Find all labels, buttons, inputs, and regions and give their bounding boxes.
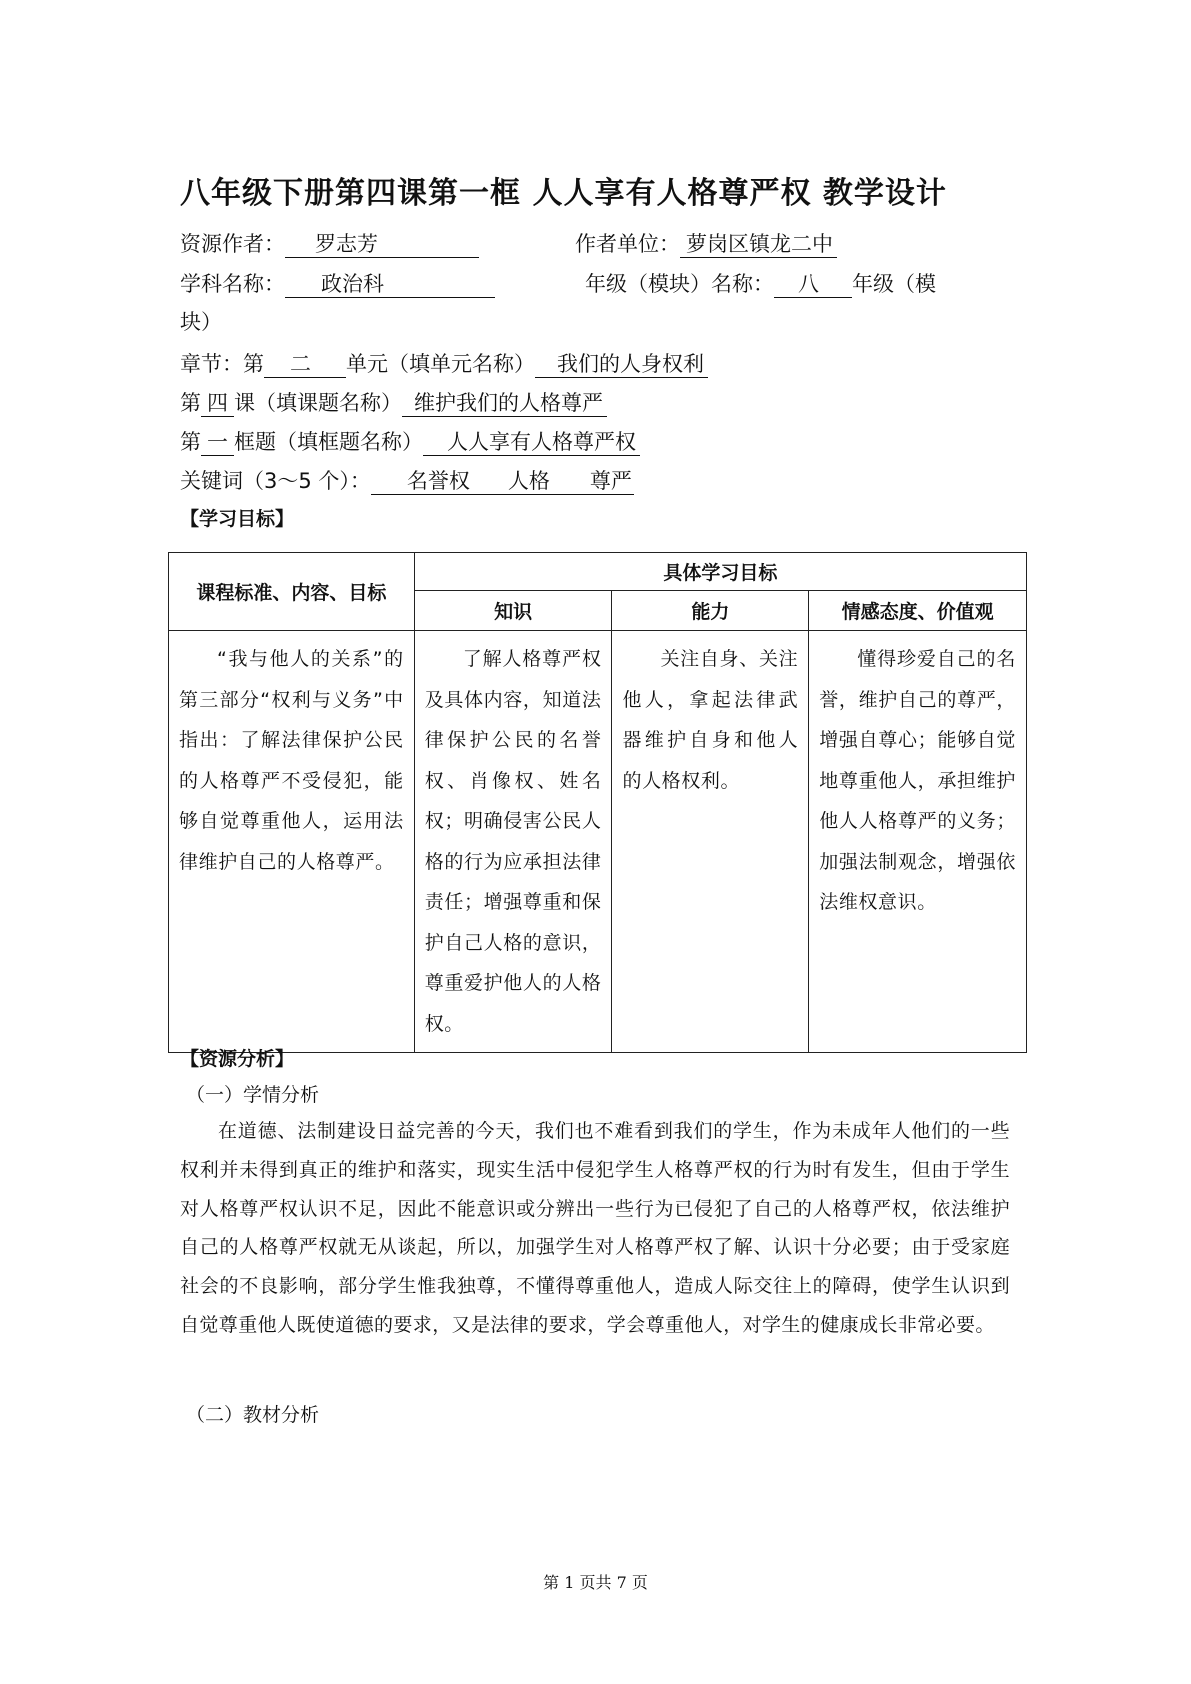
col-header-knowledge: 知识: [414, 591, 612, 631]
keyword-3: 尊严: [589, 469, 632, 493]
author-label: 资源作者：: [180, 232, 285, 256]
subheading-textbook-analysis: （二）教材分析: [186, 1404, 320, 1426]
standard-text: “我与他人的关系”的第三部分“权利与义务”中指出：了解法律保护公民的人格尊严不受侵犯，能够自觉尊重他人，运用法律维护自己的人格尊严。: [179, 648, 404, 873]
grade-suffix: 年级（模: [852, 272, 936, 296]
subject-line: [180, 270, 936, 298]
keyword-2: 人格: [507, 469, 550, 493]
keywords-label: 关键词（3～5 个）：: [180, 469, 371, 493]
unit-label: 作者单位：: [575, 232, 680, 256]
unit-value: 萝岗区镇龙二中: [680, 231, 837, 258]
chapter-name: 我们的人身权利: [535, 351, 708, 378]
author-line: [180, 230, 837, 258]
chapter-line: [180, 350, 708, 378]
learning-goals-table: [168, 552, 1027, 1053]
frame-mid: 框题（填框题名称）: [234, 430, 423, 454]
chapter-prefix: 章节：第: [180, 352, 264, 376]
chapter-number: 二: [264, 351, 346, 378]
subject-value: 政治科: [285, 271, 495, 298]
keywords-values: [371, 468, 634, 495]
cell-ability: [612, 631, 809, 1053]
cell-knowledge: [414, 631, 612, 1053]
student-analysis-paragraph: 在道德、法制建设日益完善的今天，我们也不难看到我们的学生，作为未成年人他们的一些权利并未得到真正的维护和落实，现实生活中侵犯学生人格尊严权的行为时有发生，但由于学生对人格尊严权认识不足，因此不能意识或分辨出一些行为已侵犯了自己的人格尊严权，依法维护自己的人格尊严权就无从谈起，所以，加强学生对人格尊严权了解、认识十分必要；由于受家庭社会的不良影响，部分学生惟我独尊，不懂得尊重他人，造成人际交往上的障碍，使学生认识到自觉尊重他人既使道德的要求，又是法律的要求，学会尊重他人，对学生的健康成长非常必要。: [180, 1120, 1010, 1336]
grade-label: 年级（模块）名称：: [585, 272, 774, 296]
page-footer: 第 1 页共 7 页: [543, 1573, 648, 1592]
emotion-text: 懂得珍爱自己的名誉，维护自己的尊严，增强自尊心；能够自觉地尊重他人，承担维护他人人格尊严的义务；加强法制观念，增强依法维权意识。: [819, 648, 1016, 913]
author-value: 罗志芳: [285, 231, 479, 258]
grade-value: 八: [774, 271, 852, 298]
document-title: 八年级下册第四课第一框 人人享有人格尊严权 教学设计: [180, 176, 947, 211]
lesson-name: 维护我们的人格尊严: [402, 390, 607, 417]
learning-goals-heading: 【学习目标】: [180, 508, 295, 530]
frame-number: 一: [201, 429, 234, 456]
lesson-prefix: 第: [180, 391, 201, 415]
frame-prefix: 第: [180, 430, 201, 454]
resource-analysis-heading: 【资源分析】: [180, 1048, 295, 1070]
keyword-1: 名誉权: [406, 469, 470, 493]
subject-label: 学科名称：: [180, 272, 285, 296]
chapter-mid: 单元（填单元名称）: [346, 352, 535, 376]
cell-standard: [169, 631, 415, 1053]
keywords-line: [180, 467, 634, 495]
col-header-ability: 能力: [612, 591, 809, 631]
subheading-student-analysis: （一）学情分析: [186, 1084, 320, 1106]
lesson-number: 四: [201, 390, 234, 417]
cell-emotion: [809, 631, 1027, 1053]
knowledge-text: 了解人格尊严权及具体内容，知道法律保护公民的名誉权、肖像权、姓名权；明确侵害公民人格的行为应承担法律责任；增强尊重和保护自己人格的意识，尊重爱护他人的人格权。: [424, 648, 602, 1035]
frame-name: 人人享有人格尊严权: [423, 429, 640, 456]
grade-wrap-line: [180, 308, 222, 336]
col-header-specific: 具体学习目标: [414, 553, 1026, 591]
lesson-line: [180, 389, 607, 417]
frame-line: [180, 428, 640, 456]
lesson-mid: 课（填课题名称）: [234, 391, 402, 415]
col-header-standard: 课程标准、内容、目标: [169, 553, 415, 631]
grade-wrap: 块）: [180, 310, 222, 334]
ability-text: 关注自身、关注他人，拿起法律武器维护自身和他人的人格权利。: [622, 648, 799, 792]
col-header-emotion: 情感态度、价值观: [809, 591, 1027, 631]
